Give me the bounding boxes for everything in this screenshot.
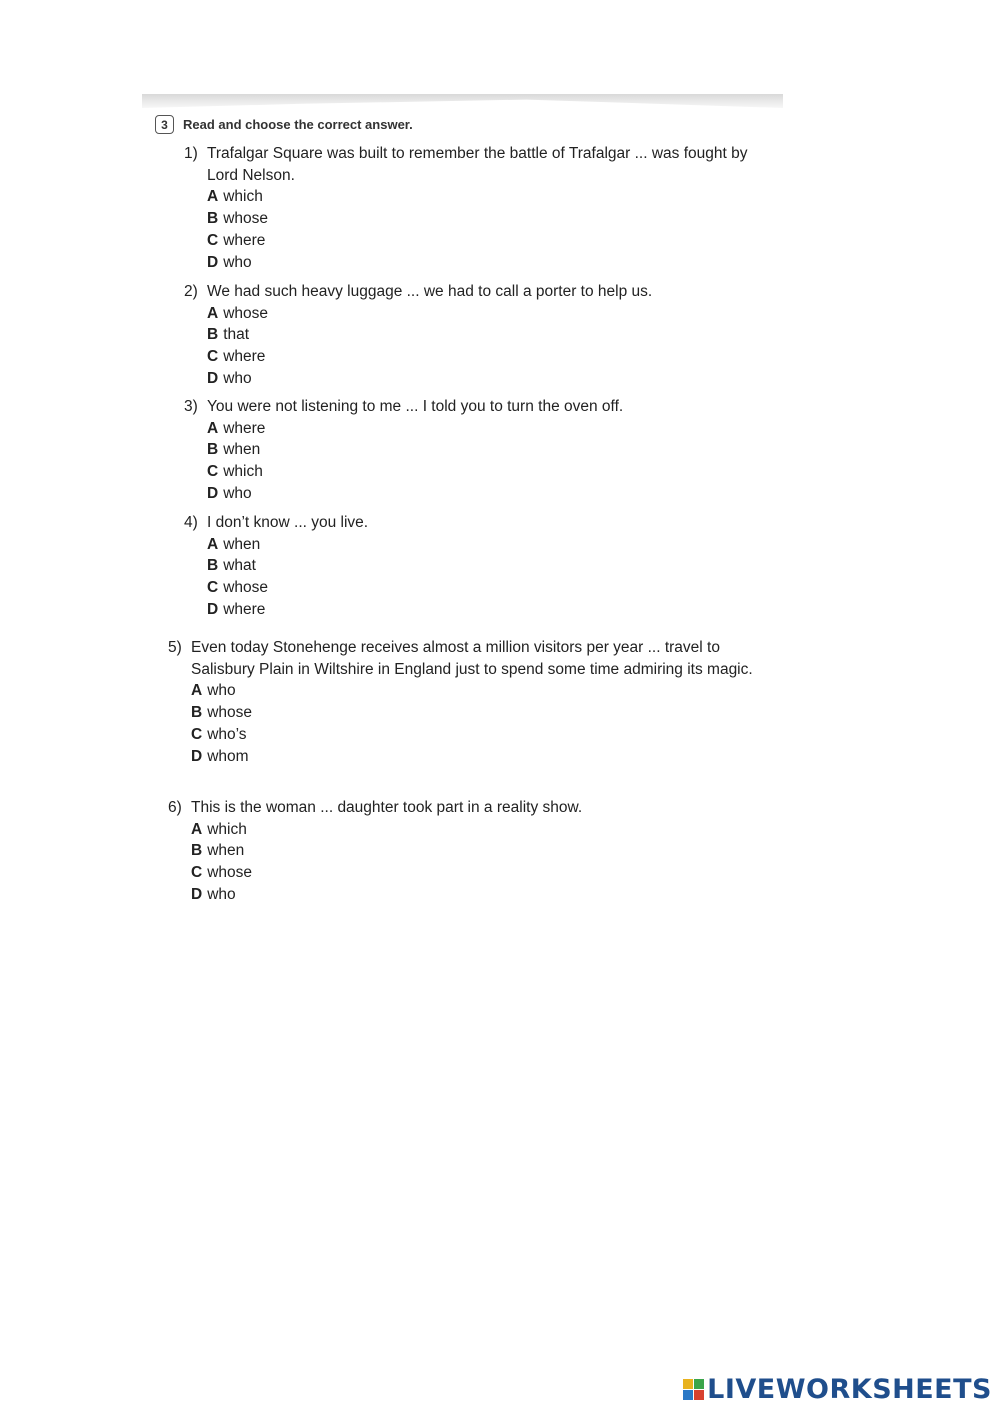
question-number: 6) — [168, 799, 182, 816]
question-1 — [184, 143, 772, 273]
option-list — [207, 303, 772, 390]
option-a[interactable]: A when — [207, 535, 261, 553]
option-a[interactable]: A which — [191, 820, 247, 838]
option-a[interactable]: A whose — [207, 304, 269, 322]
option-b[interactable]: B what — [207, 557, 256, 575]
option-b[interactable]: B that — [207, 326, 250, 344]
logo-text: LIVEWORKSHEETS — [707, 1374, 992, 1405]
option-list — [191, 680, 759, 767]
logo-mark-icon — [683, 1379, 704, 1400]
question-5 — [168, 637, 759, 767]
liveworksheets-logo[interactable] — [683, 1374, 992, 1405]
question-6 — [168, 797, 756, 906]
option-list — [207, 418, 772, 505]
option-c[interactable]: C where — [207, 348, 266, 366]
logo-square — [683, 1390, 693, 1400]
option-b[interactable]: B whose — [191, 704, 253, 722]
question-text: Even today Stonehenge receives almost a million visitors per year ... travel to Salisbury Plain in Wiltshire in England just to spend some time admiring its magic. — [191, 639, 753, 678]
option-c[interactable]: C whose — [207, 579, 269, 597]
exercise-header — [155, 115, 413, 134]
question-number: 4) — [184, 514, 198, 531]
option-d[interactable]: D who — [207, 253, 252, 271]
option-c[interactable]: C who’s — [191, 725, 247, 743]
question-text: You were not listening to me ... I told you to turn the oven off. — [207, 398, 624, 415]
option-b[interactable]: B when — [207, 441, 261, 459]
question-3 — [184, 396, 772, 505]
option-d[interactable]: D who — [207, 369, 252, 387]
option-b[interactable]: B whose — [207, 210, 269, 228]
question-4 — [184, 512, 772, 621]
question-number: 1) — [184, 145, 198, 162]
logo-square — [694, 1379, 704, 1389]
option-c[interactable]: C whose — [191, 864, 253, 882]
option-d[interactable]: D whom — [191, 747, 249, 765]
option-list — [207, 186, 772, 273]
option-d[interactable]: D who — [207, 484, 252, 502]
logo-square — [694, 1390, 704, 1400]
option-d[interactable]: D who — [191, 885, 236, 903]
option-c[interactable]: C which — [207, 463, 263, 481]
question-text: Trafalgar Square was built to remember the battle of Trafalgar ... was fought by Lord Nelson. — [207, 145, 748, 184]
exercise-instruction: Read and choose the correct answer. — [183, 117, 413, 132]
question-text: I don’t know ... you live. — [207, 514, 369, 531]
option-list — [207, 534, 772, 621]
question-number: 2) — [184, 283, 198, 300]
option-list — [191, 819, 756, 906]
option-a[interactable]: A which — [207, 188, 263, 206]
exercise-number-badge: 3 — [155, 115, 174, 134]
question-text: This is the woman ... daughter took part in a reality show. — [191, 799, 583, 816]
page-top-band — [142, 94, 783, 108]
option-a[interactable]: A where — [207, 419, 266, 437]
question-2 — [184, 281, 772, 390]
question-number: 3) — [184, 398, 198, 415]
option-c[interactable]: C where — [207, 231, 266, 249]
question-number: 5) — [168, 639, 182, 656]
option-b[interactable]: B when — [191, 842, 245, 860]
option-a[interactable]: A who — [191, 682, 236, 700]
question-text: We had such heavy luggage ... we had to call a porter to help us. — [207, 283, 653, 300]
logo-square — [683, 1379, 693, 1389]
option-d[interactable]: D where — [207, 600, 266, 618]
